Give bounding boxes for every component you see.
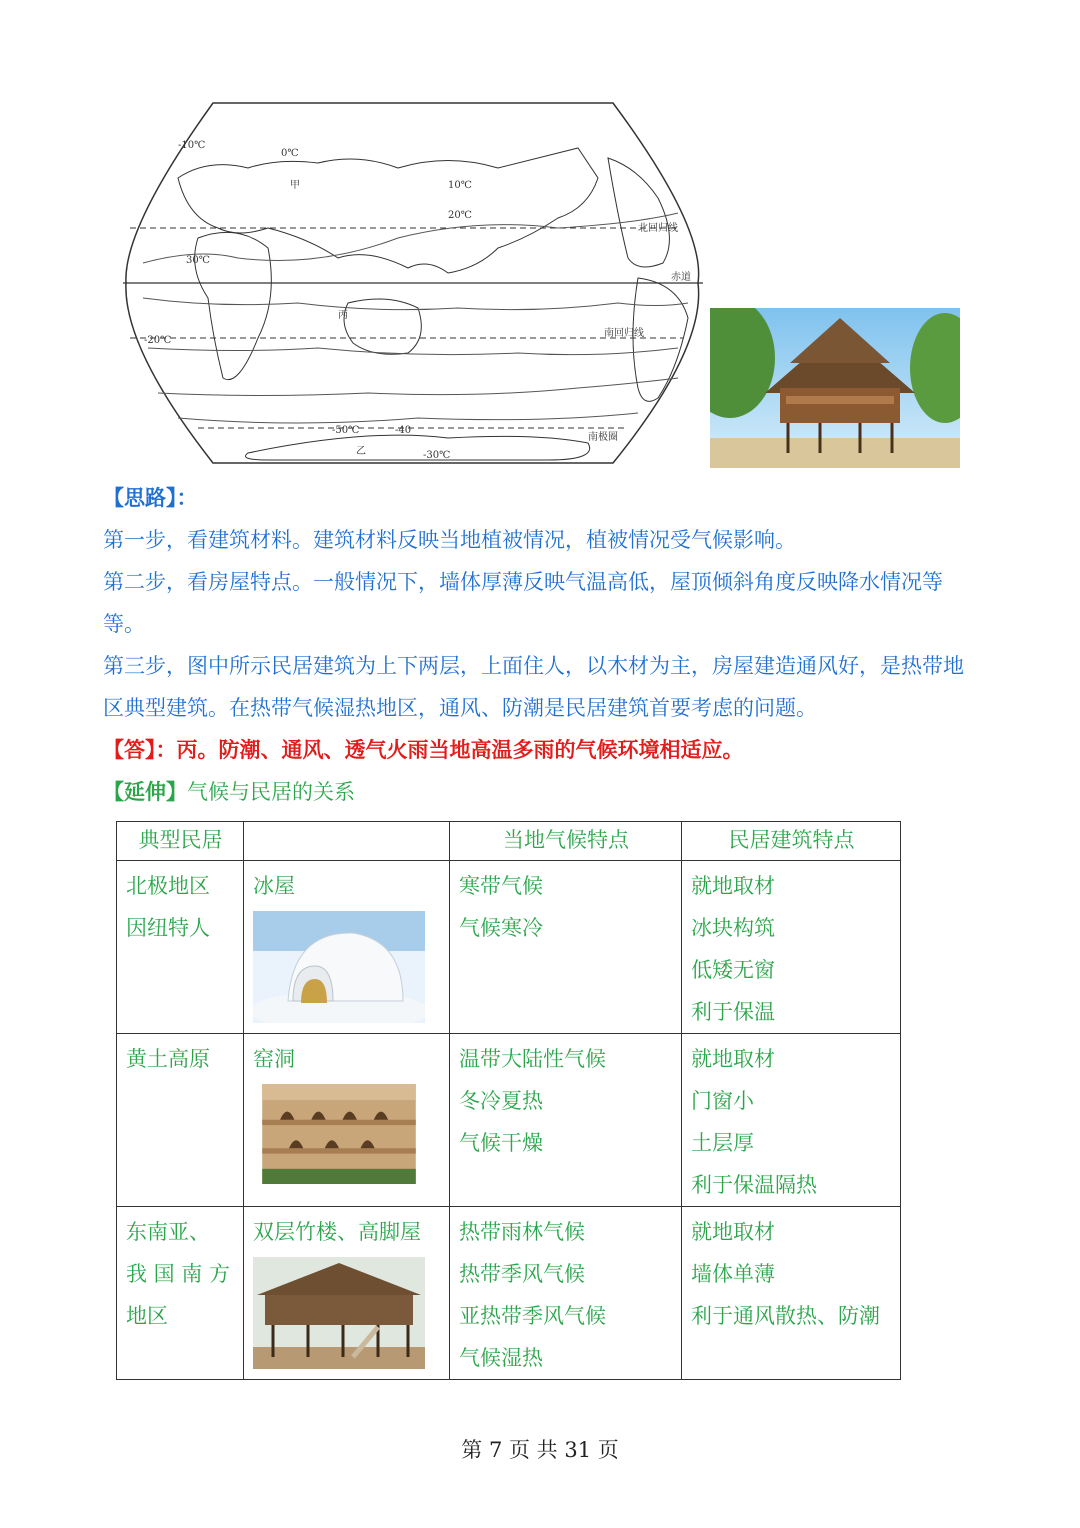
climate-item: 热带雨林气候 <box>459 1220 585 1244</box>
answer-line <box>103 729 983 771</box>
feature-item: 利于通风散热、防潮 <box>691 1304 880 1328</box>
thinking-step-1: 第一步，看建筑材料。建筑材料反映当地植被情况，植被情况受气候影响。 <box>103 528 796 552</box>
map-label-antarctic: 南极圈 <box>588 432 618 443</box>
thinking-heading <box>103 477 983 519</box>
region-line: 北极地区 <box>126 874 210 898</box>
dwelling-cell <box>244 1207 450 1380</box>
region-line: 地区 <box>126 1304 168 1328</box>
igloo-photo <box>253 911 425 1023</box>
dwelling-cell <box>244 1034 450 1207</box>
dwelling-name: 双层竹楼、高脚屋 <box>253 1220 421 1244</box>
thinking-label-suffix: ： <box>176 485 198 510</box>
world-isotherm-map <box>118 98 706 468</box>
feature-item: 墙体单薄 <box>691 1262 775 1286</box>
climate-item: 温带大陆性气候 <box>459 1047 606 1071</box>
header-typical-dwelling: 典型民居 <box>117 822 244 861</box>
feature-item: 土层厚 <box>691 1131 754 1155</box>
thinking-step-3: 第三步，图中所示民居建筑为上下两层，上面住人，以木材为主，房屋建造通风好，是热带地区典型建筑。在热带气候湿热地区，通风、防潮是民居建筑首要考虑的问题。 <box>103 654 964 720</box>
table-row-stilt-house <box>117 1207 901 1380</box>
map-label-tm10: -10℃ <box>178 140 206 151</box>
map-label-tropic-s: 南回归线 <box>604 328 644 339</box>
feature-item: 利于保温 <box>691 1000 775 1024</box>
thinking-step-2: 第二步，看房屋特点。一般情况下，墙体厚薄反映气温高低，屋顶倾斜角度反映降水情况等等。 <box>103 570 943 636</box>
climate-item: 气候干燥 <box>459 1131 543 1155</box>
climate-item: 寒带气候 <box>459 874 543 898</box>
feature-item: 冰块构筑 <box>691 916 775 940</box>
table-header-row <box>117 822 901 861</box>
region-line: 东南亚、 <box>126 1220 210 1244</box>
table-row-igloo <box>117 861 901 1034</box>
feature-item: 就地取材 <box>691 1220 775 1244</box>
feature-item: 就地取材 <box>691 1047 775 1071</box>
climate-cell <box>450 1207 682 1380</box>
feature-item: 门窗小 <box>691 1089 754 1113</box>
answer-text: ：丙。防潮、通风、透气火雨当地高温多雨的气候环境相适应。 <box>155 737 744 762</box>
extension-heading <box>103 771 983 813</box>
dwelling-name: 窑洞 <box>253 1047 295 1071</box>
map-label-tm40: -40 <box>395 425 412 436</box>
extension-label: 【延伸】 <box>103 779 187 804</box>
header-climate: 当地气候特点 <box>450 822 682 861</box>
feature-item: 就地取材 <box>691 874 775 898</box>
dwelling-cell <box>244 861 450 1034</box>
map-label-t0: 0℃ <box>281 148 299 159</box>
map-label-equator: 赤道 <box>671 272 691 283</box>
features-cell <box>682 1207 901 1380</box>
climate-dwelling-table <box>116 821 901 1380</box>
map-label-t30: 30℃ <box>186 255 210 266</box>
feature-item: 低矮无窗 <box>691 958 775 982</box>
features-cell <box>682 1034 901 1207</box>
thinking-label: 【思路】 <box>103 485 177 510</box>
climate-item: 气候寒冷 <box>459 916 543 940</box>
region-cell <box>117 861 244 1034</box>
feature-item: 利于保温隔热 <box>691 1173 817 1197</box>
region-line: 黄土高原 <box>126 1047 210 1071</box>
region-line: 因纽特人 <box>126 916 210 940</box>
map-label-tm50: -50℃ <box>332 425 360 436</box>
map-label-bing: 丙 <box>338 310 348 321</box>
map-label-tropic-n: 北回归线 <box>638 223 678 234</box>
map-label-jia: 甲 <box>290 180 300 191</box>
bamboo-house-photo <box>253 1257 425 1369</box>
cave-dwelling-photo <box>253 1084 425 1184</box>
region-cell <box>117 1034 244 1207</box>
map-label-t20: 20℃ <box>448 210 472 221</box>
climate-item: 气候湿热 <box>459 1346 543 1370</box>
climate-cell <box>450 861 682 1034</box>
features-cell <box>682 861 901 1034</box>
header-features: 民居建筑特点 <box>682 822 901 861</box>
answer-label: 【答】 <box>103 737 156 762</box>
stilt-house-photo <box>710 308 960 468</box>
page-number-footer: 第 7 页 共 31 页 <box>461 1438 619 1462</box>
map-label-yi: 乙 <box>356 446 366 457</box>
thinking-section <box>103 477 983 813</box>
climate-item: 冬冷夏热 <box>459 1089 543 1113</box>
map-label-t10: 10℃ <box>448 180 472 191</box>
climate-item: 亚热带季风气候 <box>459 1304 606 1328</box>
map-label-tm20: -20℃ <box>144 335 172 346</box>
table-row-cave-dwelling <box>117 1034 901 1207</box>
header-image <box>244 822 450 861</box>
region-line: 我 国 南 方 <box>126 1262 231 1286</box>
extension-title: 气候与民居的关系 <box>187 780 355 804</box>
climate-cell <box>450 1034 682 1207</box>
dwelling-name: 冰屋 <box>253 874 295 898</box>
climate-item: 热带季风气候 <box>459 1262 585 1286</box>
map-label-tm30: -30℃ <box>423 450 451 461</box>
region-cell <box>117 1207 244 1380</box>
